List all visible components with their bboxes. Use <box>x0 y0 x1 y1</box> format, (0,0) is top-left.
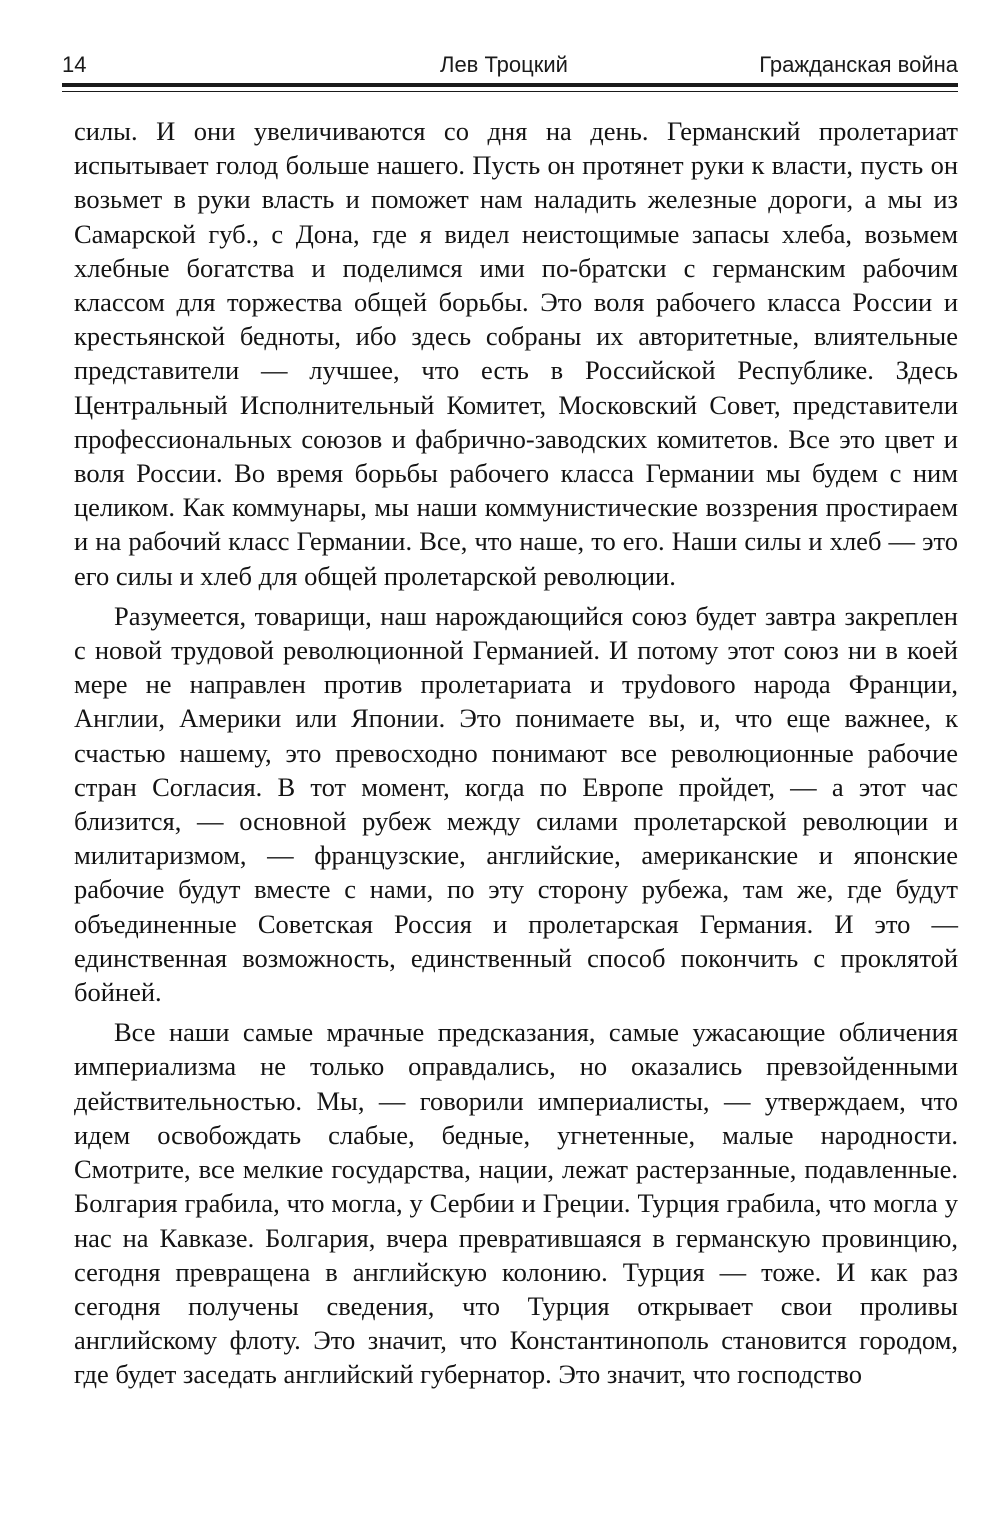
page-number: 14 <box>62 52 87 77</box>
header-book-title: Гражданская война <box>759 52 958 77</box>
paragraph-3: Все наши самые мрачные предсказания, самые ужасающие обличения империализма не только оправдались, но оказались превзойденными действительностью. Мы, — говорили империалисты, — утверждаем, что идем освобождать слабые, бедные, угнетенные, малые народности. Смотрите, все мелкие государства, нации, лежат растерзанные, подавленные. Болгария грабила, что могла, у Сербии и Греции. Турция грабила, что могла у нас на Кавказе. Болгария, вчера превратившаяся в германскую провинцию, сегодня превращена в английскую колонию. Турция — тоже. И как раз сегодня получены сведения, что Турция открывает свои проливы английскому флоту. Это значит, что Константинополь становится городом, где будет заседать английский губернатор. Это значит, что господство <box>74 1017 958 1390</box>
body-text <box>74 114 958 1392</box>
header-rule-thin <box>62 91 958 92</box>
paragraph-1: силы. И они увеличиваются со дня на день. Германский пролетариат испытывает голод больше нашего. Пусть он протянет руки к власти, пусть он возьмет в руки власть и поможет нам наладить железные дороги, а мы из Самарской губ., с Дона, где я видел неистощимые запасы хлеба, возьмем хлебные богатства и поделимся ими по-братски с германским рабочим классом для торжества общей борьбы. Это воля рабочего класса России и крестьянской бедноты, ибо здесь собраны их авторитетные, влиятельные представители — лучшее, что есть в Российской Республике. Здесь Центральный Исполнительный Комитет, Московский Совет, представители профессиональных союзов и фабрично-заводских комитетов. Все это цвет и воля России. Во время борьбы рабочего класса Германии мы будем с ним целиком. Как коммунары, мы наши коммунистические воззрения простираем и на рабочий класс Германии. Все, что наше, то его. Наши силы и хлеб — это его силы и хлеб для общей пролетарской революции. <box>74 116 958 591</box>
paragraph-2: Разумеется, товарищи, наш нарождающийся союз будет завтра закреплен с новой трудовой революционной Германией. И потому этот союз ни в коей мере не направлен против пролетариата и труdового народа Франции, Англии, Америки или Японии. Это понимаете вы, и, что еще важнее, к счастью нашему, это превосходно понимают все революционные рабочие стран Согласия. В тот момент, когда по Европе пройдет, — а этот час близится, — основной рубеж между силами пролетарской революции и милитаризмом, — французские, английские, американские и японские рабочие будут вместе с нами, по эту сторону рубежа, там же, где будут объединенные Советская Россия и пролетарская Германия. И это — единственная возможность, единственный способ покончить с проклятой бойней. <box>74 600 958 1008</box>
running-header <box>62 42 958 82</box>
header-author: Лев Троцкий <box>440 52 568 77</box>
header-rule-thick <box>62 83 958 87</box>
